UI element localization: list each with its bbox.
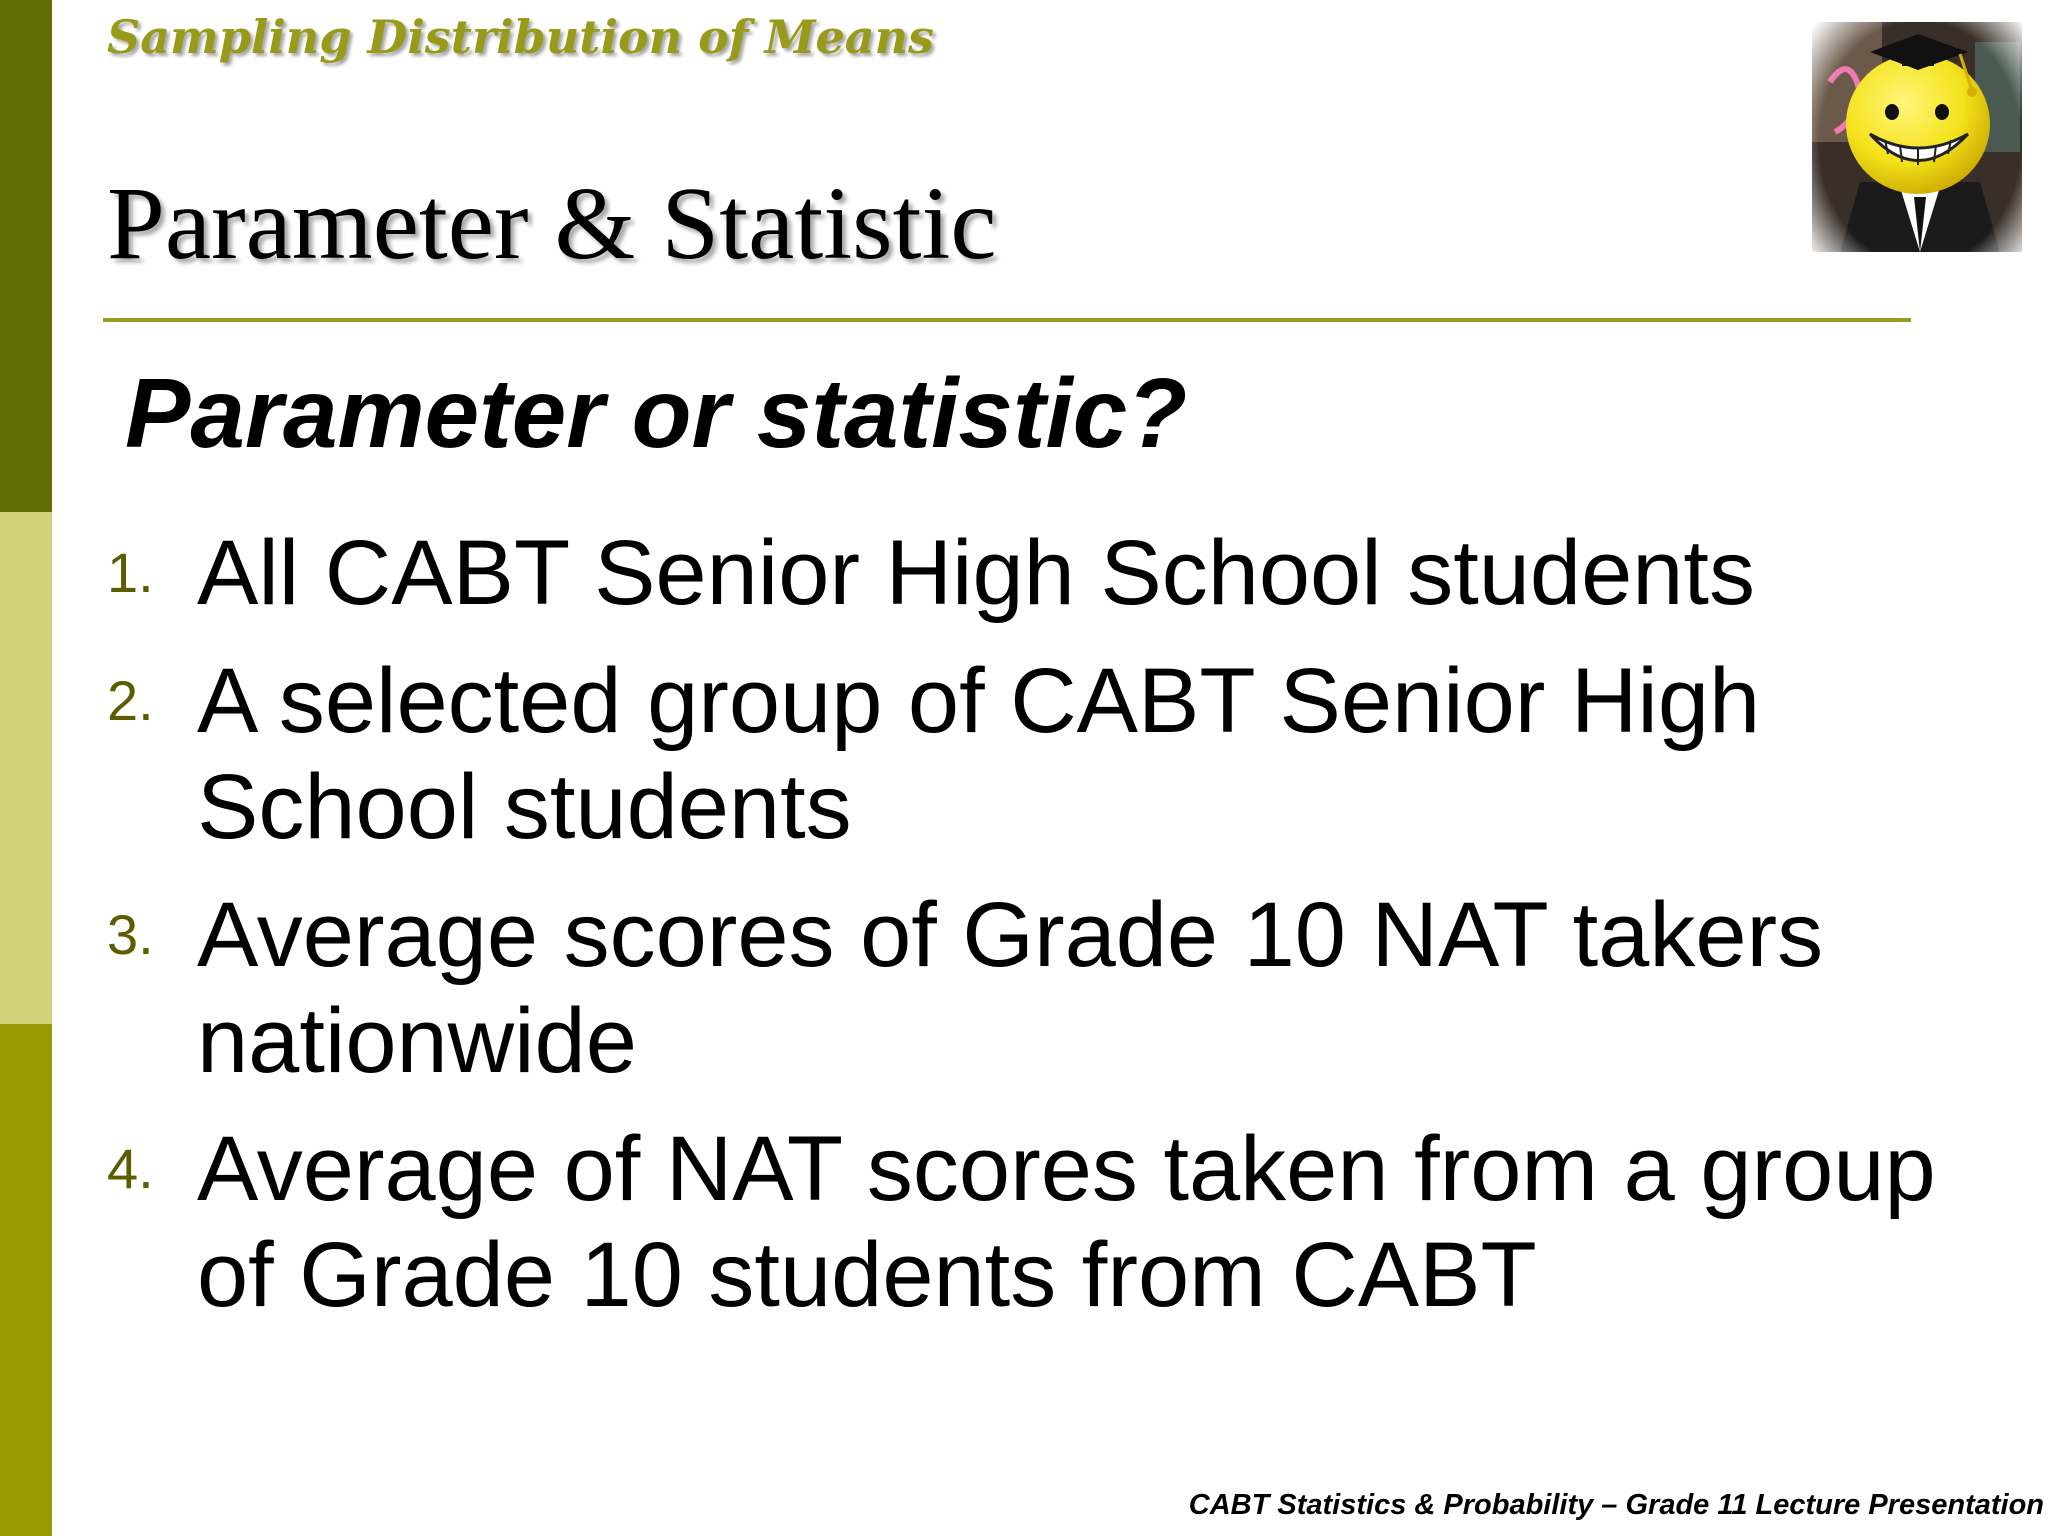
- footer-text: CABT Statistics & Probability – Grade 11 Lecture Presentation: [1188, 1489, 2044, 1521]
- item-text: Average of NAT scores taken from a group of Grade 10 students from CABT: [197, 1118, 1936, 1326]
- item-number: 1.: [107, 541, 154, 604]
- list-item: [107, 882, 2027, 1094]
- item-list: [107, 520, 2027, 1350]
- item-number: 2.: [107, 669, 154, 732]
- side-bar-dark: [0, 0, 52, 512]
- item-text: Average scores of Grade 10 NAT takers nationwide: [197, 884, 1824, 1092]
- list-item: [107, 1116, 2027, 1328]
- slide-title: Parameter & Statistic: [107, 166, 997, 281]
- side-bar-light: [0, 512, 52, 1024]
- item-number: 3.: [107, 903, 154, 966]
- side-bar-olive: [0, 1024, 52, 1536]
- section-title: Sampling Distribution of Means: [107, 10, 934, 64]
- list-item: [107, 648, 2027, 860]
- item-text: All CABT Senior High School students: [197, 522, 1755, 624]
- item-text: A selected group of CABT Senior High School students: [197, 650, 1761, 858]
- list-item: [107, 520, 2027, 626]
- item-number: 4.: [107, 1137, 154, 1200]
- title-divider: [103, 318, 1911, 322]
- avatar-icon: [1800, 12, 2040, 302]
- question-heading: Parameter or statistic?: [125, 358, 1188, 468]
